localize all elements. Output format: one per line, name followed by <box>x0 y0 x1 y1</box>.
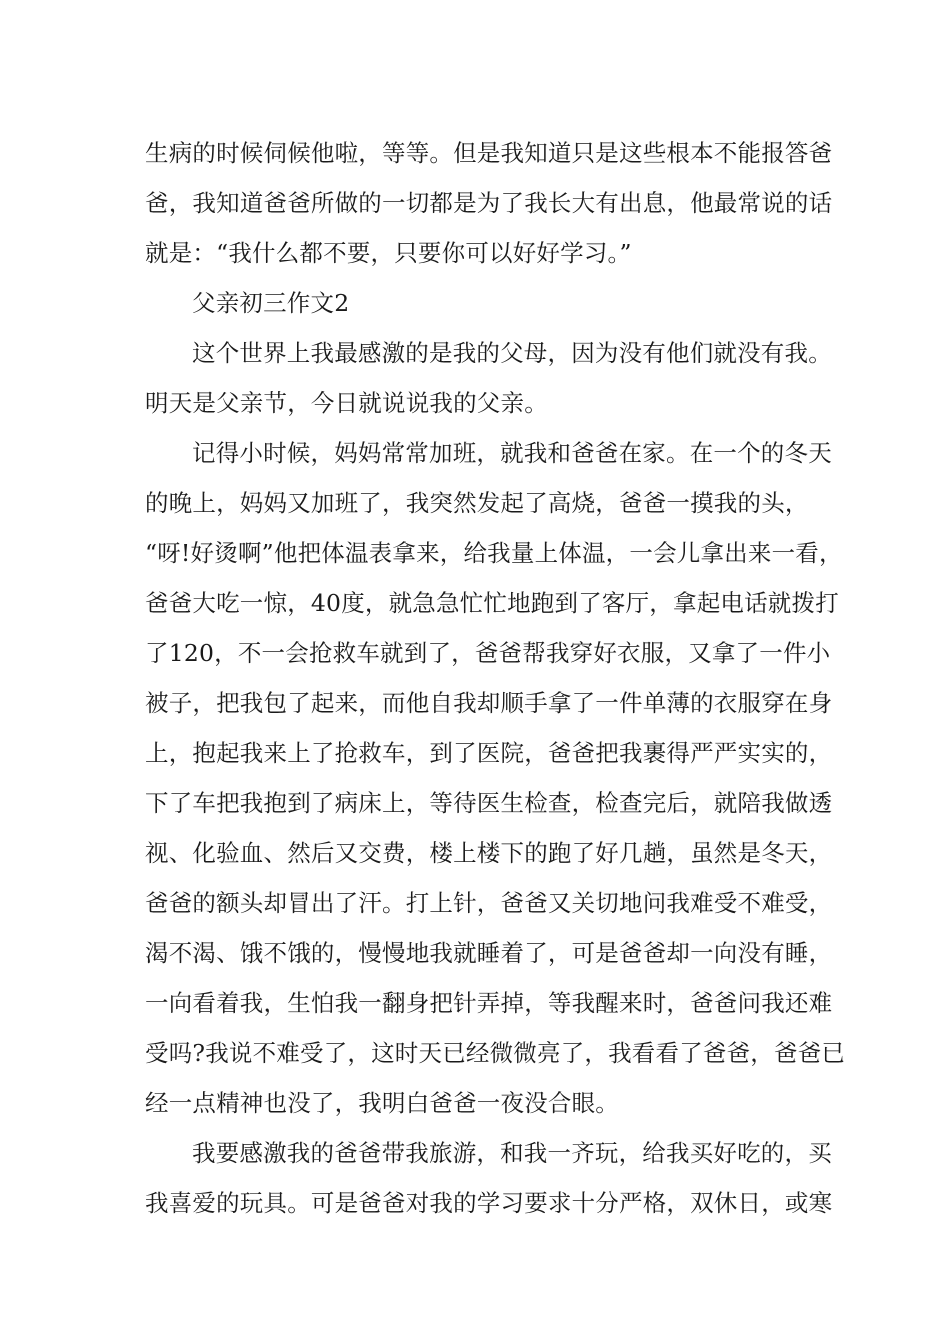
text-line: 爸爸大吃一惊，40度，就急急忙忙地跑到了客厅，拿起电话就拨打 <box>145 589 839 617</box>
text-line: 爸，我知道爸爸所做的一切都是为了我长大有出息，他最常说的话 <box>145 189 833 217</box>
text-line: “呀!好烫啊”他把体温表拿来，给我量上体温，一会儿拿出来一看， <box>145 539 843 567</box>
text-line: 明天是父亲节，今日就说说我的父亲。 <box>145 389 548 417</box>
text-line: 我喜爱的玩具。可是爸爸对我的学习要求十分严格，双休日，或寒 <box>145 1189 833 1217</box>
text-line: 经一点精神也没了，我明白爸爸一夜没合眼。 <box>145 1089 619 1117</box>
text-line: 受吗?我说不难受了，这时天已经微微亮了，我看看了爸爸，爸爸已 <box>145 1039 846 1067</box>
text-line: 生病的时候伺候他啦，等等。但是我知道只是这些根本不能报答爸 <box>145 139 833 167</box>
text-line: 爸爸的额头却冒出了汗。打上针，爸爸又关切地问我难受不难受， <box>145 889 833 917</box>
text-line: 记得小时候，妈妈常常加班，就我和爸爸在家。在一个的冬天 <box>192 439 832 467</box>
text-line: 视、化验血、然后又交费，楼上楼下的跑了好几趟，虽然是冬天， <box>145 839 833 867</box>
text-line: 的晚上，妈妈又加班了，我突然发起了高烧，爸爸一摸我的头， <box>145 489 809 517</box>
text-line: 渴不渴、饿不饿的，慢慢地我就睡着了，可是爸爸却一向没有睡， <box>145 939 833 967</box>
text-line: 我要感激我的爸爸带我旅游，和我一齐玩，给我买好吃的，买 <box>192 1139 832 1167</box>
text-line: 被子，把我包了起来，而他自我却顺手拿了一件单薄的衣服穿在身 <box>145 689 833 717</box>
text-line: 这个世界上我最感激的是我的父母，因为没有他们就没有我。 <box>192 339 832 367</box>
text-line: 就是：“我什么都不要，只要你可以好好学习。” <box>145 239 632 267</box>
text-line: 了120，不一会抢救车就到了，爸爸帮我穿好衣服，又拿了一件小 <box>145 639 831 667</box>
text-line: 一向看着我，生怕我一翻身把针弄掉，等我醒来时，爸爸问我还难 <box>145 989 833 1017</box>
text-line: 上，抱起我来上了抢救车，到了医院，爸爸把我裹得严严实实的， <box>145 739 833 767</box>
text-line: 下了车把我抱到了病床上，等待医生检查，检查完后，就陪我做透 <box>145 789 833 817</box>
section-heading: 父亲初三作文2 <box>192 289 350 317</box>
